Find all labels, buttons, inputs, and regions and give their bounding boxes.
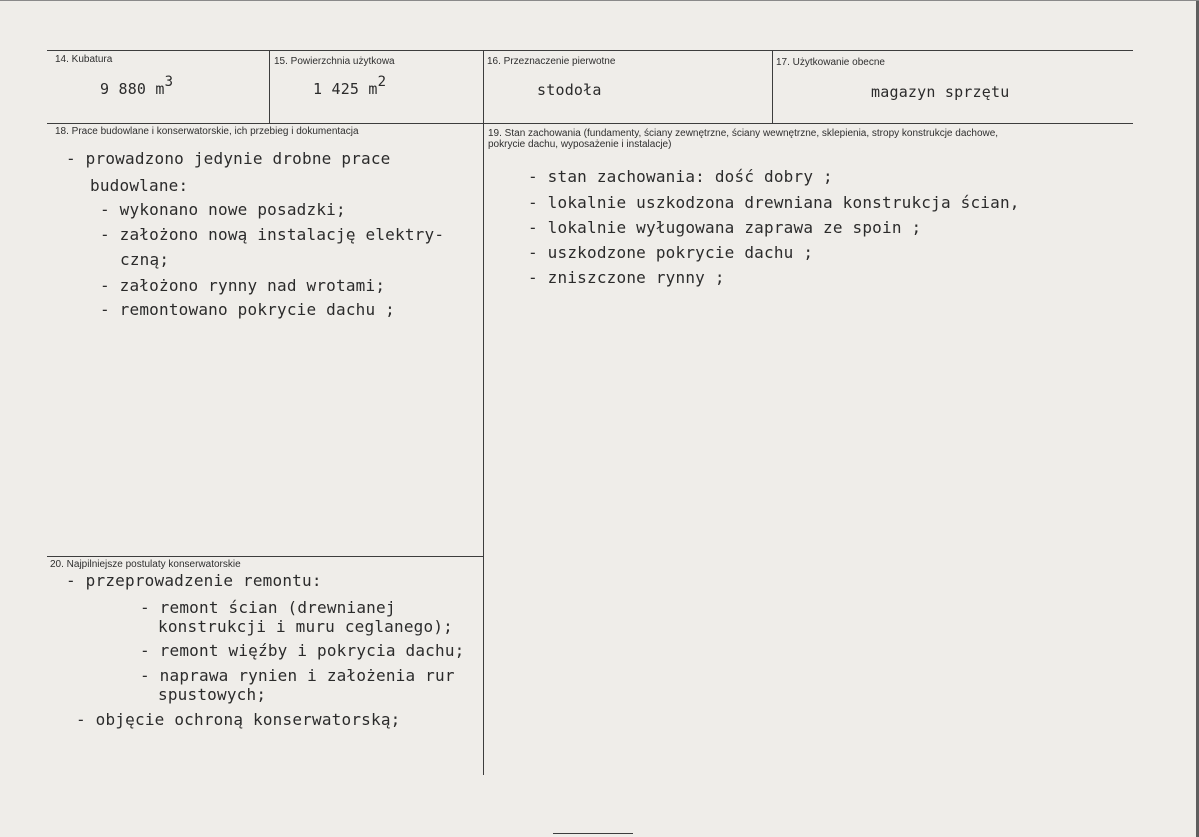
bottom-mark [553,833,633,834]
s18-line-5: czną; [120,250,170,269]
row-divider-20 [47,556,483,557]
field-16-label: 16. Przeznaczenie pierwotne [487,56,616,67]
section-19-label: 19. Stan zachowania (fundamenty, ściany zewnętrzne, ściany wewnętrzne, sklepienia, stropy konstrukcje dachowe, pokrycie dachu, wyposażenie i instalacje) [488,128,999,150]
s20-line-1: - przeprowadzenie remontu: [66,571,322,590]
field-14-value [100,74,174,98]
s19-line-3: - lokalnie wyługowana zaprawa ze spoin ; [528,218,922,237]
kubatura-unit-exponent: 3 [164,74,174,90]
s20-line-7: - objęcie ochroną konserwatorską; [76,710,401,729]
field-17-value: magazyn sprzętu [871,83,1010,101]
s19-line-5: - zniszczone rynny ; [528,268,725,287]
kubatura-value: 9 880 m [100,80,165,98]
scan-edge-top [0,0,1199,1]
row-divider-18-19 [47,123,1133,124]
field-15-value [313,74,387,98]
s20-line-2: - remont ścian (drewnianej [140,598,396,617]
s18-line-2: budowlane: [90,176,189,195]
powierzchnia-value: 1 425 m [313,80,378,98]
section-18-label: 18. Prace budowlane i konserwatorskie, ich przebieg i dokumentacja [55,126,359,137]
col-divider-16-17 [772,50,773,123]
section-20-label: 20. Najpilniejsze postulaty konserwatorskie [50,559,241,570]
s18-line-3: - wykonano nowe posadzki; [100,200,346,219]
powierzchnia-unit-exponent: 2 [377,74,387,90]
s20-line-4: - remont więźby i pokrycia dachu; [140,641,465,660]
s18-line-1: - prowadzono jedynie drobne prace [66,149,391,168]
col-divider-14-15 [269,50,270,123]
field-15-label: 15. Powierzchnia użytkowa [274,56,395,67]
col-divider-15-16 [483,50,484,775]
field-17-label: 17. Użytkowanie obecne [776,57,885,68]
field-16-value: stodoła [537,81,602,99]
s19-line-1: - stan zachowania: dość dobry ; [528,167,833,186]
top-row-border [47,50,1133,51]
s18-line-6: - założono rynny nad wrotami; [100,276,386,295]
s19-line-4: - uszkodzone pokrycie dachu ; [528,243,814,262]
s18-line-4: - założono nową instalację elektry- [100,225,445,244]
s20-line-6: spustowych; [158,685,267,704]
s19-line-2: - lokalnie uszkodzona drewniana konstrukcja ścian, [528,193,1020,212]
s20-line-3: konstrukcji i muru ceglanego); [158,617,453,636]
s18-line-7: - remontowano pokrycie dachu ; [100,300,395,319]
field-14-label: 14. Kubatura [55,54,113,65]
s20-line-5: - naprawa rynien i założenia rur [140,666,455,685]
